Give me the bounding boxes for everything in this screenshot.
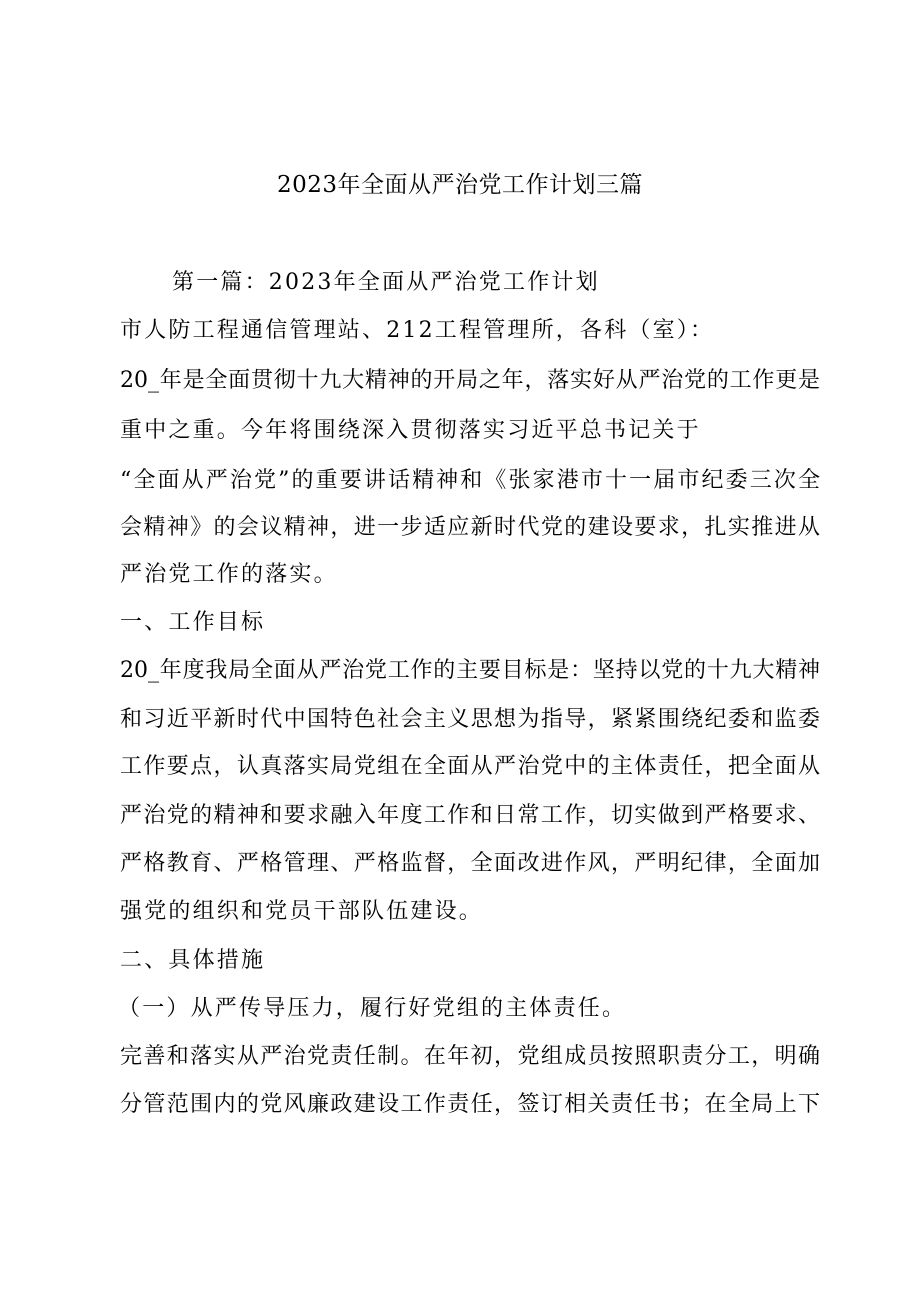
addressee-line: 市人防工程通信管理站、212工程管理所，各科（室）： [120,318,715,343]
paragraph-line: 重中之重。今年将围绕深入贯彻落实习近平总书记关于 [120,418,701,443]
section-heading-measures: 二、具体措施 [120,948,266,973]
paragraph-line: 和习近平新时代中国特色社会主义思想为指导，紧紧围绕纪委和监委 [120,707,820,732]
section-heading-goals: 一、工作目标 [120,610,266,635]
document-title: 2023年全面从严治党工作计划三篇 [276,172,644,198]
paragraph-line: 完善和落实从严治党责任制。在年初，党组成员按照职责分工，明确 [120,1044,820,1069]
paragraph-line: 20_年度我局全面从严治党工作的主要目标是：坚持以党的十九大精神 [120,658,820,683]
paragraph-line: 严治党工作的落实。 [120,562,338,587]
paragraph-line: 严治党的精神和要求融入年度工作和日常工作，切实做到严格要求、 [120,803,820,828]
paragraph-line: 20_年是全面贯彻十九大精神的开局之年，落实好从严治党的工作更是 [120,368,820,393]
paragraph-line: 工作要点，认真落实局党组在全面从严治党中的主体责任，把全面从 [120,754,820,779]
subsection-heading: （一）从严传导压力，履行好党组的主体责任。 [118,996,627,1021]
paragraph-line: 严格教育、严格管理、严格监督，全面改进作风，严明纪律，全面加 [120,851,820,876]
paragraph-line: 强党的组织和党员干部队伍建设。 [120,899,484,924]
paragraph-line: 会精神》的会议精神，进一步适应新时代党的建设要求，扎实推进从 [120,515,820,540]
paragraph-line: 分管范围内的党风廉政建设工作责任，签订相关责任书；在全局上下 [120,1092,820,1117]
section-heading-part-one: 第一篇：2023年全面从严治党工作计划 [172,270,600,295]
paragraph-line: “全面从严治党”的重要讲话精神和《张家港市十一届市纪委三次全 [120,468,820,493]
